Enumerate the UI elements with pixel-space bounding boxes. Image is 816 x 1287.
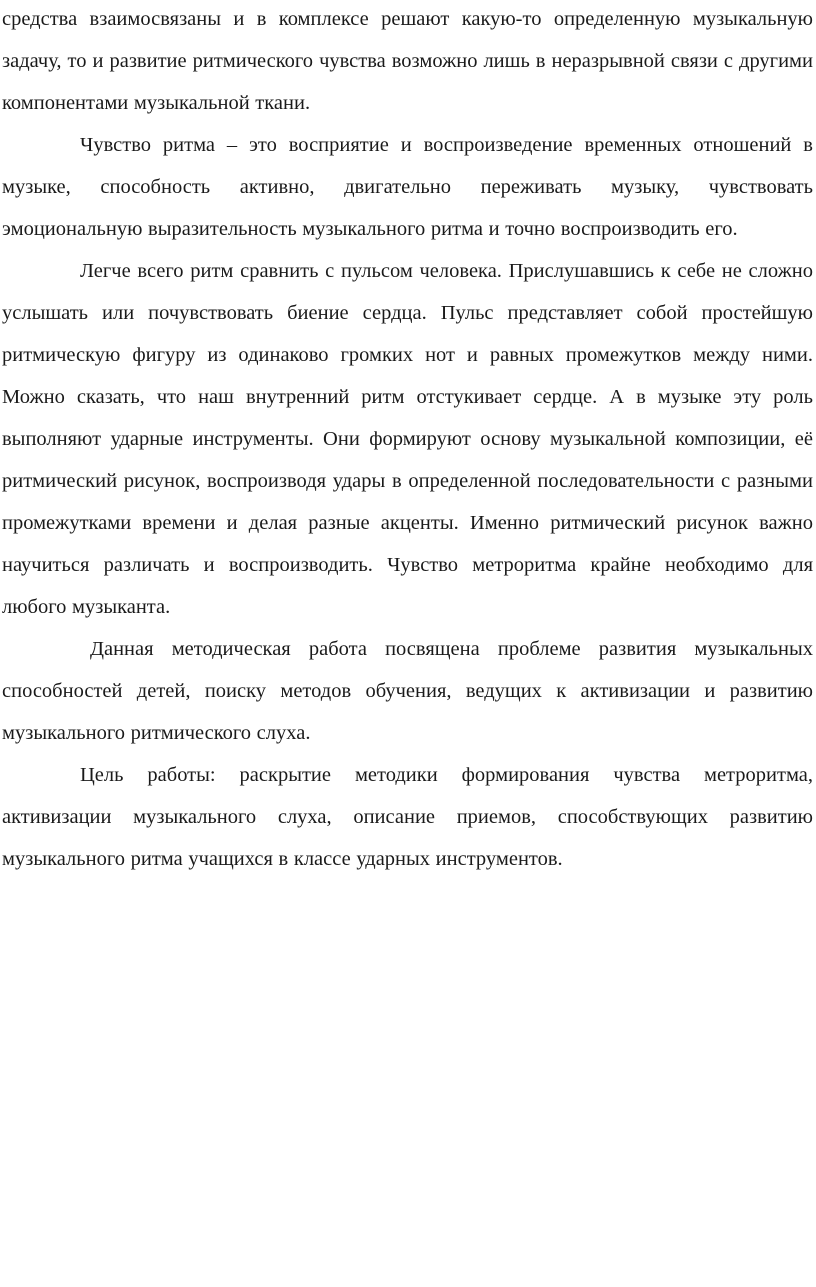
paragraph-rhythm-definition: Чувство ритма – это восприятие и воспроизведение временных отношений в музыке, способность активно, двигательно переживать музыку, чувствовать эмоциональную выразительность музыкального ритма и точно воспроизводить его. [2, 134, 813, 240]
paragraph-work-goal: Цель работы: раскрытие методики формирования чувства метроритма, активизации музыкального слуха, описание приемов, способствующих развитию музыкального ритма учащихся в классе ударных инструментов. [2, 764, 813, 870]
paragraph-work-topic: Данная методическая работа посвящена проблеме развития музыкальных способностей детей, поиску методов обучения, ведущих к активизации и развитию музыкального ритмического слуха. [2, 638, 813, 744]
document-body [2, 0, 813, 880]
paragraph-continuation: средства взаимосвязаны и в комплексе решают какую-то определенную музыкальную задачу, то и развитие ритмического чувства возможно лишь в неразрывной связи с другими компонентами музыкальной ткани. [2, 8, 813, 114]
paragraph-pulse-comparison: Легче всего ритм сравнить с пульсом человека. Прислушавшись к себе не сложно услышать или почувствовать биение сердца. Пульс представляет собой простейшую ритмическую фигуру из одинаково громких нот и равных промежутков между ними. Можно сказать, что наш внутренний ритм отстукивает сердце. А в музыке эту роль выполняют ударные инструменты. Они формируют основу музыкальной композиции, её ритмический рисунок, воспроизводя удары в определенной последовательности с разными промежутками времени и делая разные акценты. Именно ритмический рисунок важно научиться различать и воспроизводить. Чувство метроритма крайне необходимо для любого музыканта. [2, 260, 813, 618]
